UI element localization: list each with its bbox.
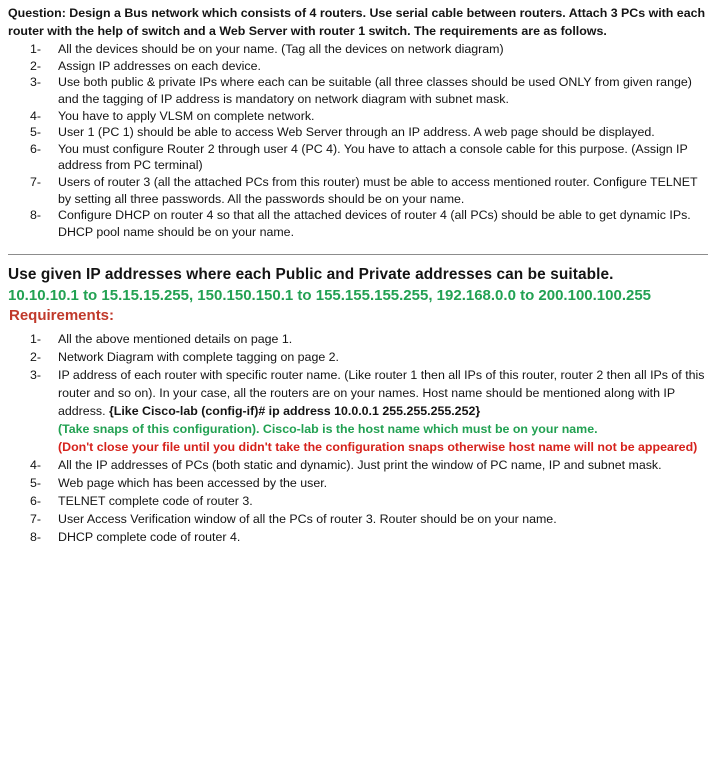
- ip-usage-heading: Use given IP addresses where each Public and Private addresses can be suitable.: [8, 266, 614, 284]
- item-text: Use both public & private IPs where each can be suitable (all three classes should be used ONLY from given range) and the tagging of IP address is mandatory on network diagram with subnet mask.: [58, 75, 692, 106]
- item-text: TELNET complete code of router 3.: [58, 494, 253, 509]
- item-text: User Access Verification window of all the PCs of router 3. Router should be on your name.: [58, 512, 557, 527]
- item-text: Configure DHCP on router 4 so that all the attached devices of router 4 (all PCs) should be able to get dynamic IPs. DHCP pool name should be on your name.: [58, 208, 691, 239]
- ip-ranges: 10.10.10.1 to 15.15.15.255, 150.150.150.1 to 155.155.155.255, 192.168.0.0 to 200.100.100.255: [8, 287, 652, 305]
- question-text: Question: Design a Bus network which consists of 4 routers. Use serial cable between routers. Attach 3 PCs with each router with the help of switch and a Web Server with router 1 switch. The requirements are as follows.: [8, 6, 706, 38]
- requirements-list: [8, 330, 708, 546]
- item-text: All the above mentioned details on page 1.: [58, 332, 293, 347]
- item-number: 2-: [30, 350, 42, 365]
- requirements-heading: Requirements:: [9, 307, 115, 325]
- list-item: [8, 330, 708, 348]
- item-text: DHCP complete code of router 4.: [58, 530, 241, 545]
- section-divider: [8, 254, 708, 255]
- item-number: 7-: [30, 512, 42, 527]
- item-number: 1-: [30, 332, 42, 347]
- item-text: User 1 (PC 1) should be able to access Web Server through an IP address. A web page should be displayed.: [58, 125, 655, 140]
- warning-note: (Don't close your file until you didn't take the configuration snaps otherwise host name will not be appeared): [58, 440, 698, 455]
- item-text: You have to apply VLSM on complete network.: [58, 108, 315, 123]
- part1-list: [8, 41, 708, 240]
- item-number: 2-: [30, 58, 42, 73]
- list-item: [8, 124, 708, 141]
- item-number: 8-: [30, 208, 42, 223]
- list-item: [8, 492, 708, 510]
- item-number: 5-: [30, 125, 42, 140]
- item-number: 5-: [30, 476, 42, 491]
- item-text: Web page which has been accessed by the user.: [58, 476, 328, 491]
- item-text: Users of router 3 (all the attached PCs from this router) must be able to access mentioned router. Configure TELNET by setting all three passwords. All the passwords should be on your name.: [58, 174, 698, 206]
- item-text: Assign IP addresses on each device.: [58, 58, 261, 73]
- list-item: [8, 474, 708, 492]
- item-text: All the devices should be on your name. (Tag all the devices on network diagram): [58, 42, 504, 57]
- item-text: Network Diagram with complete tagging on page 2.: [58, 350, 340, 365]
- list-item: [8, 366, 708, 456]
- list-item: [8, 58, 708, 75]
- item-number: 7-: [30, 174, 42, 189]
- list-item: [8, 141, 708, 174]
- item-number: 1-: [30, 42, 42, 57]
- item-number: 8-: [30, 530, 42, 545]
- list-item: [8, 174, 708, 207]
- item-number: 4-: [30, 458, 42, 473]
- item-text: You must configure Router 2 through user 4 (PC 4). You have to attach a console cable for this purpose. (Assign IP address from PC terminal): [58, 141, 688, 173]
- item-number: 6-: [30, 141, 42, 156]
- list-item: [8, 528, 708, 546]
- config-example: {Like Cisco-lab (config-if)# ip address 10.0.0.1 255.255.255.252}: [108, 404, 481, 419]
- item-text: IP address of each router with specific router name. (Like router 1 then all IPs of this router, router 2 then all IPs of this router and so on). In your case, all the routers are on your names. Host name should be mentioned along with IP address.: [58, 368, 705, 419]
- list-item: [8, 456, 708, 474]
- list-item: [8, 108, 708, 125]
- snap-note: (Take snaps of this configuration). Cisco-lab is the host name which must be on your name.: [58, 422, 598, 437]
- item-number: 3-: [30, 368, 42, 383]
- list-item: [8, 74, 708, 107]
- list-item: [8, 510, 708, 528]
- list-item: [8, 41, 708, 58]
- item-number: 6-: [30, 494, 42, 509]
- item-number: 3-: [30, 75, 42, 90]
- item-number: 4-: [30, 108, 42, 123]
- list-item: [8, 207, 708, 240]
- item-text: All the IP addresses of PCs (both static and dynamic). Just print the window of PC name, IP and subnet mask.: [58, 458, 662, 473]
- list-item: [8, 348, 708, 366]
